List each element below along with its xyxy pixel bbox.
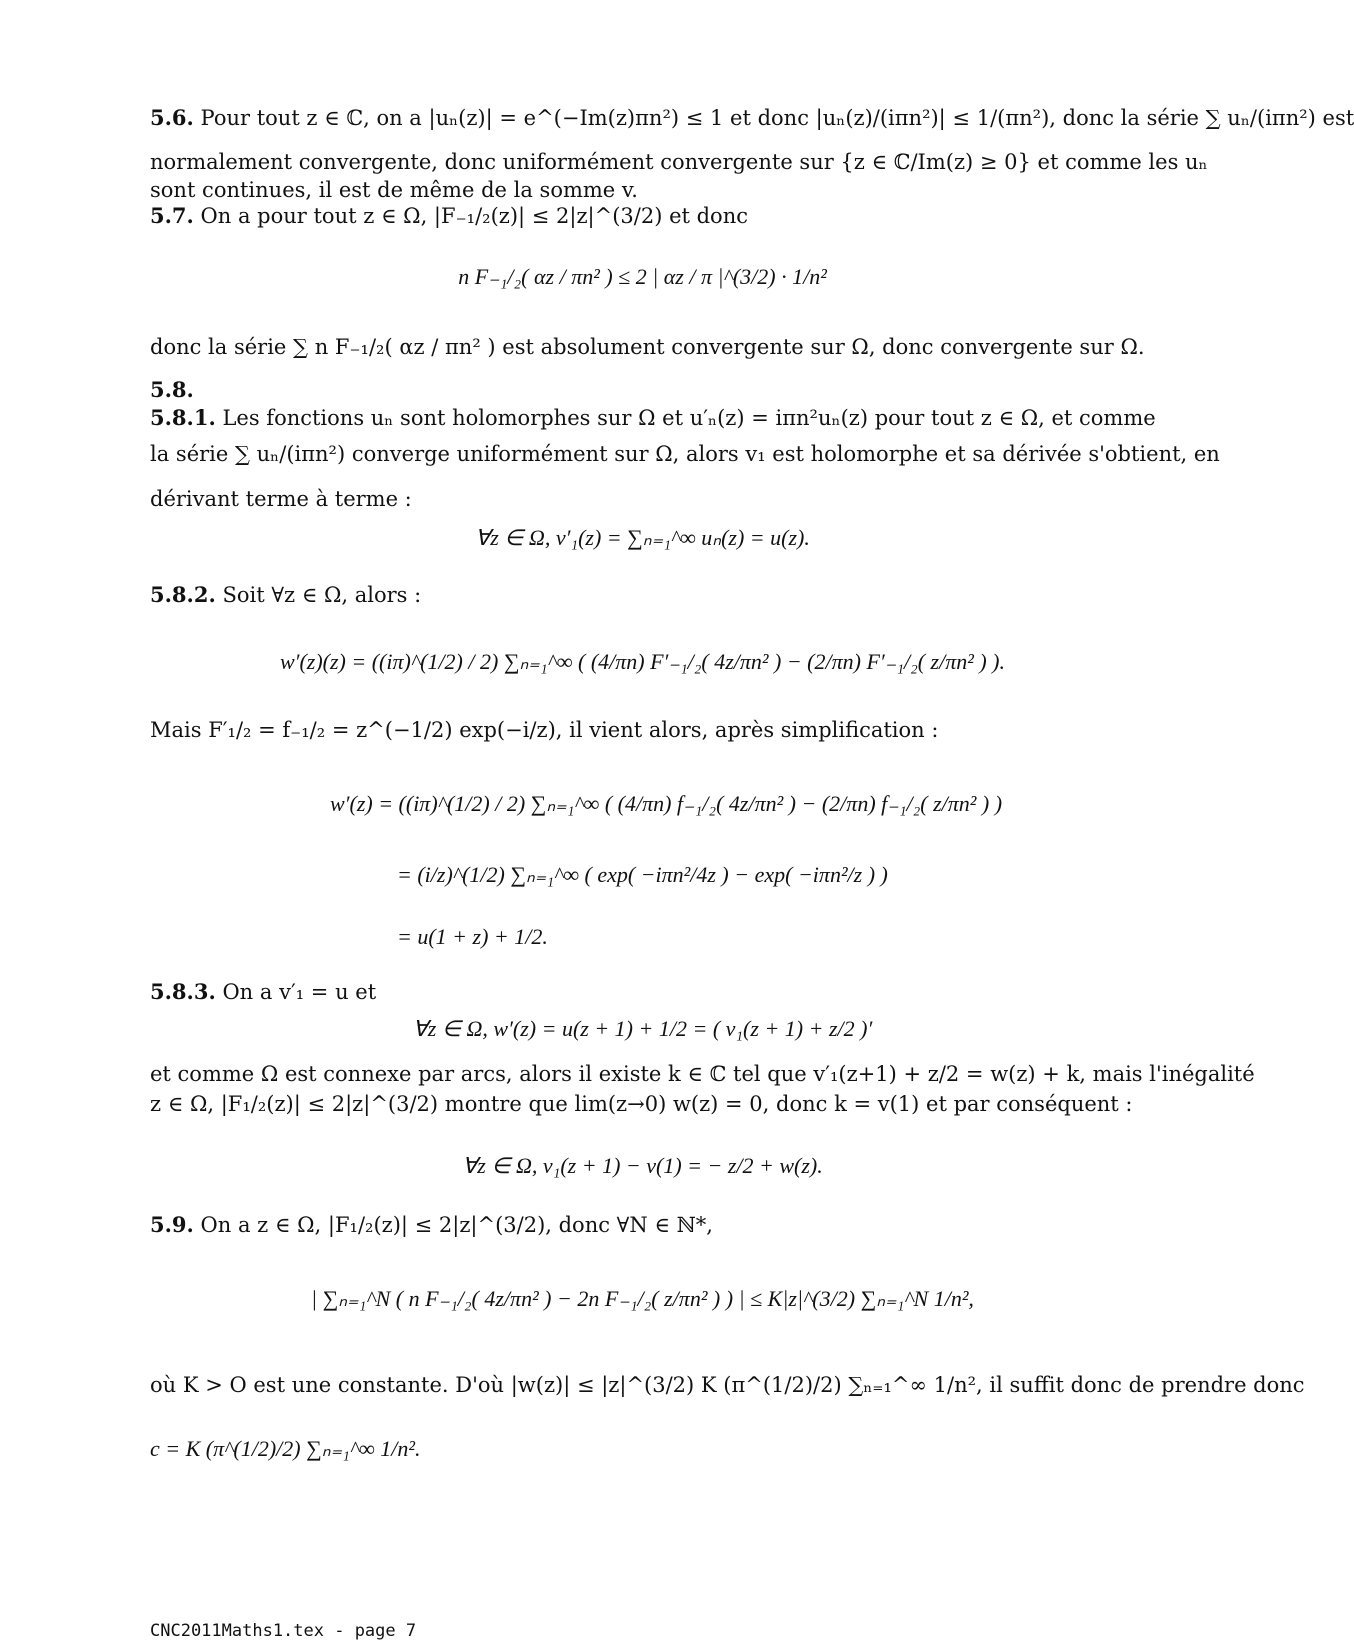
text-5-9-line-1: On a z ∈ Ω, |F₁/₂(z)| ≤ 2|z|^(3/2), donc ∀N ∈ ℕ*, — [200, 1213, 713, 1237]
equation-5-8-3-a: ∀z ∈ Ω, w′(z) = u(z + 1) + 1/2 = ( v₁(z + 1) + z/2 )′ — [412, 1016, 873, 1041]
paragraph-5-9-line-1 — [150, 1211, 1135, 1239]
section-label-5-7: 5.7. — [150, 203, 194, 228]
equation-5-8-1: ∀z ∈ Ω, v′₁(z) = ∑ₙ₌₁^∞ uₙ(z) = u(z). — [475, 525, 810, 550]
paragraph-5-8-3-line-1 — [150, 978, 1135, 1006]
section-label-5-8-2: 5.8.2. — [150, 582, 216, 607]
paragraph-5-6-line-2: normalement convergente, donc uniformément convergente sur {z ∈ ℂ/Im(z) ≥ 0} et comme les uₙ — [150, 150, 1208, 174]
equation-5-8-2-b: w′(z) = ((iπ)^(1/2) / 2) ∑ₙ₌₁^∞ ( (4/πn) f₋₁/₂( 4z/πn² ) − (2/πn) f₋₁/₂( z/πn² ) ) — [330, 791, 1003, 816]
equation-5-8-3-b: ∀z ∈ Ω, v₁(z + 1) − v(1) = − z/2 + w(z). — [462, 1153, 823, 1178]
equation-5-9-b: c = K (π^(1/2)/2) ∑ₙ₌₁^∞ 1/n². — [150, 1436, 421, 1461]
paragraph-5-8-3-line-3: z ∈ Ω, |F₁/₂(z)| ≤ 2|z|^(3/2) montre que lim(z→0) w(z) = 0, donc k = v(1) et par conséquent : — [150, 1092, 1133, 1116]
equation-5-8-2-a: w′(z)(z) = ((iπ)^(1/2) / 2) ∑ₙ₌₁^∞ ( (4/πn) F′₋₁/₂( 4z/πn² ) − (2/πn) F′₋₁/₂( z/πn² ) ). — [279, 649, 1006, 674]
equation-5-9-a: | ∑ₙ₌₁^N ( n F₋₁/₂( 4z/πn² ) − 2n F₋₁/₂( z/πn² ) ) | ≤ K|z|^(3/2) ∑ₙ₌₁^N 1/n², — [311, 1286, 974, 1311]
page-footer: CNC2011Maths1.tex - page 7 — [150, 1621, 417, 1641]
section-label-5-8: 5.8. — [150, 377, 194, 402]
paragraph-5-8-3-line-2: et comme Ω est connexe par arcs, alors il existe k ∈ ℂ tel que v′₁(z+1) + z/2 = w(z) + k, mais l'inégalité — [150, 1062, 1255, 1086]
text-5-8-1-line-1: Les fonctions uₙ sont holomorphes sur Ω et u′ₙ(z) = iπn²uₙ(z) pour tout z ∈ Ω, et comme — [222, 406, 1156, 430]
text-5-7-line-1: On a pour tout z ∈ Ω, |F₋₁/₂(z)| ≤ 2|z|^(3/2) et donc — [200, 204, 748, 228]
section-label-5-9: 5.9. — [150, 1212, 194, 1237]
text-5-8-3-line-1: On a v′₁ = u et — [222, 980, 377, 1004]
paragraph-5-8-1-line-2: la série ∑ uₙ/(iπn²) converge uniformément sur Ω, alors v₁ est holomorphe et sa dérivée s'obtient, en — [150, 442, 1220, 466]
paragraph-5-7-line-1 — [150, 202, 1135, 230]
paragraph-5-8-2-line-2: Mais F′₁/₂ = f₋₁/₂ = z^(−1/2) exp(−i/z), il vient alors, après simplification : — [150, 718, 939, 742]
text-5-8-2-line-1: Soit ∀z ∈ Ω, alors : — [222, 583, 422, 607]
paragraph-5-8-2-line-1 — [150, 581, 1135, 609]
paragraph-5-8-1-line-1 — [150, 404, 1156, 432]
equation-5-8-2-d: = u(1 + z) + 1/2. — [397, 924, 548, 949]
paragraph-5-6-line-3: sont continues, il est de même de la somme v. — [150, 178, 638, 202]
section-label-5-8-1: 5.8.1. — [150, 405, 216, 430]
section-label-5-8-3: 5.8.3. — [150, 979, 216, 1004]
section-label-5-6: 5.6. — [150, 105, 194, 130]
paragraph-5-6-line-1 — [150, 104, 1354, 132]
equation-5-8-2-c: = (i/z)^(1/2) ∑ₙ₌₁^∞ ( exp( −iπn²/4z ) − exp( −iπn²/z ) ) — [397, 862, 888, 887]
equation-5-7: n F₋₁/₂( αz / πn² ) ≤ 2 | αz / π |^(3/2) · 1/n² — [458, 264, 827, 289]
paragraph-5-9-line-2: où K > O est une constante. D'où |w(z)| ≤ |z|^(3/2) K (π^(1/2)/2) ∑ₙ₌₁^∞ 1/n², il suffit donc de prendre donc — [150, 1373, 1305, 1397]
paragraph-5-8-1-line-3: dérivant terme à terme : — [150, 487, 412, 511]
text-5-6-line-1: Pour tout z ∈ ℂ, on a |uₙ(z)| = e^(−Im(z)πn²) ≤ 1 et donc |uₙ(z)/(iπn²)| ≤ 1/(πn²), donc la série ∑ uₙ/(iπn²) est — [200, 106, 1354, 130]
paragraph-5-7-line-2: donc la série ∑ n F₋₁/₂( αz / πn² ) est absolument convergente sur Ω, donc convergente sur Ω. — [150, 335, 1145, 359]
